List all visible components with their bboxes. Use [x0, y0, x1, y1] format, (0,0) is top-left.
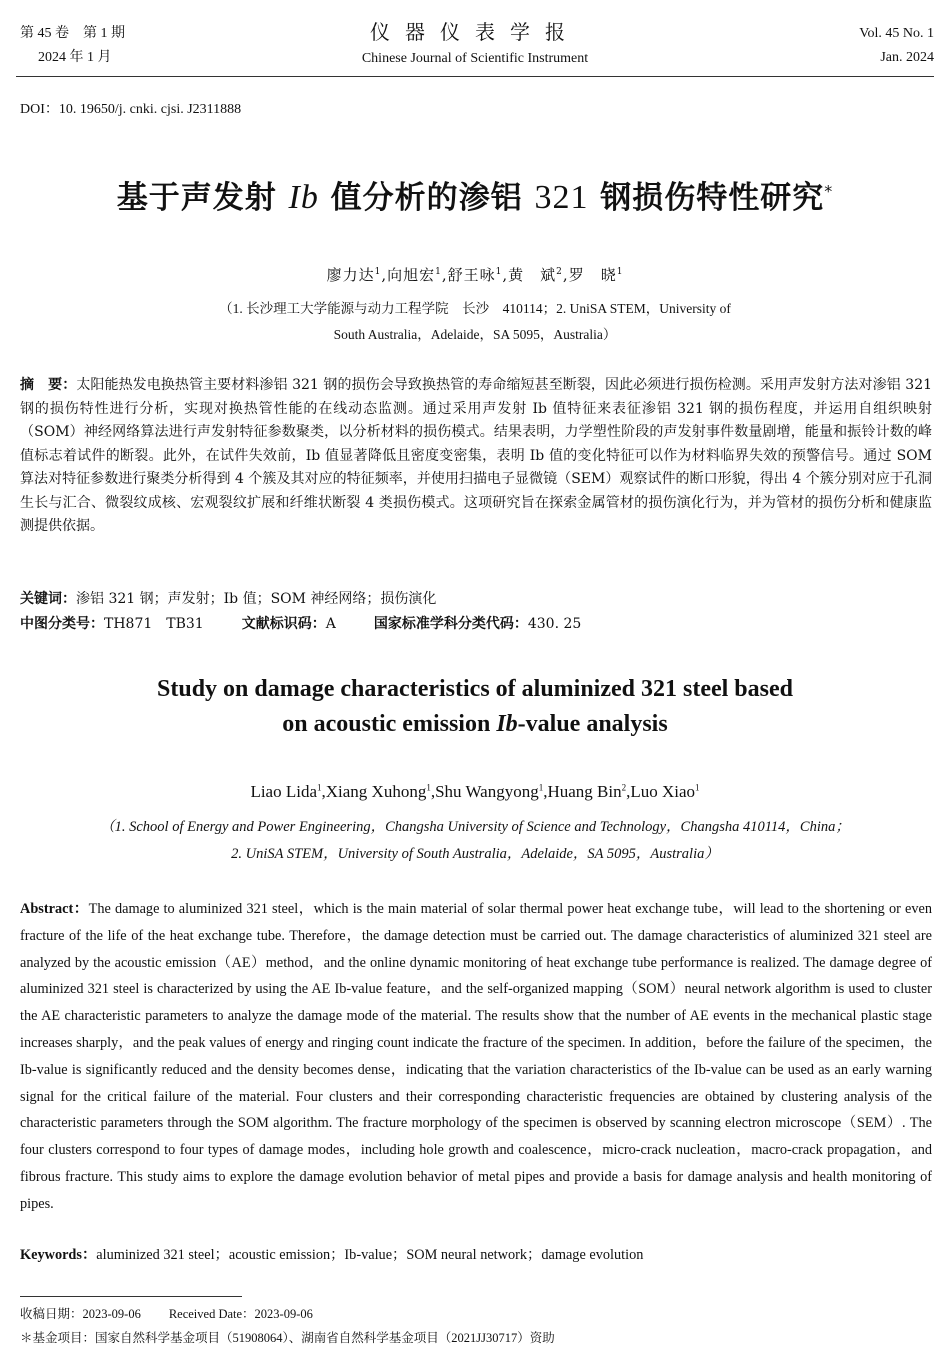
keywords-en	[20, 1244, 643, 1264]
title-en-line2-post: -value analysis	[517, 711, 668, 737]
author-en: Huang Bin	[547, 782, 622, 801]
author-en: Shu Wangyong	[435, 782, 539, 801]
author-cn-aff: 1	[495, 267, 503, 277]
abstract-cn-text: 太阳能热发电换热管主要材料渗铝 321 钢的损伤会导致换热管的寿命缩短甚至断裂，因此必须进行损伤检测。采用声发射方法对渗铝 321 钢的损伤特性进行分析，实现对换热管性能的在线动态监测。通过采用声发射 Ib 值特征来表征渗铝 321 钢的损伤程度，并运用自组织映射（SOM）神经网络算法进行声发射特征参数聚类，以分析材料的损伤模式。结果表明，力学塑性阶段的声发射事件数量剧增，能量和振铃计数的峰值标志着试件的断裂。此外，在试件失效前，Ib 值显著降低且密度变密集，表明 Ib 值的变化特征可以作为材料临界失效的预警信号。通过 SOM 算法对特征参数进行聚类分析得到 4 个簇及其对应的特征频率，并使用扫描电子显微镜（SEM）观察试件的断口形貌，得出 4 个簇分别对应于孔洞生长与汇合、微裂纹成核、宏观裂纹扩展和纤维状断裂 4 类损伤模式。这项研究旨在探索金属管材的损伤演化行为，并为管材的损伤分析和健康监测提供依据。	[20, 377, 933, 534]
abstract-en	[20, 896, 932, 1218]
header-divider	[16, 76, 934, 77]
clc-label: 中图分类号：	[20, 616, 104, 632]
affiliation-cn	[0, 296, 950, 348]
title-en-ib: Ib	[496, 711, 518, 737]
title-en-line2	[0, 707, 950, 742]
title-cn-num: 321	[534, 179, 589, 216]
abstract-cn	[20, 374, 932, 539]
author-en-aff: 1	[538, 782, 544, 793]
author-cn: 舒王咏	[447, 266, 496, 284]
title-cn	[0, 172, 950, 217]
keywords-cn-text: 渗铝 321 钢；声发射；Ib 值；SOM 神经网络；损伤演化	[76, 591, 437, 607]
doc-code-value: A	[325, 616, 336, 632]
author-en: Xiang Xuhong	[325, 782, 427, 801]
date-en: Jan. 2024	[880, 50, 934, 65]
journal-name-en: Chinese Journal of Scientific Instrument	[361, 51, 589, 66]
author-en-aff: 1	[426, 782, 431, 793]
keywords-cn-label: 关键词：	[20, 591, 76, 607]
doi[interactable]: DOI：10. 19650/j. cnki. cjsi. J2311888	[20, 102, 242, 117]
affiliation-en	[0, 814, 950, 868]
received-date-cn: 收稿日期：2023-09-06	[20, 1307, 141, 1321]
author-cn: 黄 斌	[508, 266, 557, 284]
abstract-en-label: Abstract：	[20, 901, 89, 917]
affiliation-en-line2: 2. UniSA STEM，University of South Australia，Adelaide，SA 5095，Australia）	[231, 846, 719, 862]
affiliation-cn-line1: （1. 长沙理工大学能源与动力工程学院 长沙 410114；2. UniSA STEM，University of	[219, 301, 731, 316]
author-en-aff: 2	[621, 782, 627, 793]
author-cn: 向旭宏	[387, 266, 436, 284]
journal-name-cn: 仪器仪表学报	[370, 20, 580, 44]
volume-issue-en: Vol. 45 No. 1	[859, 26, 934, 41]
std-code-value: 430. 25	[527, 616, 582, 632]
abstract-en-text: The damage to aluminized 321 steel，which is the main material of solar thermal power heat exchange tube，will lead to the shortening or even fracture of the life of the heat exchange tube. Therefore，the damage detection must be carried out. The damage characteristics of aluminized 321 steel are analyzed by the acoustic emission（AE）method，and the online dynamic monitoring of heat exchange tube performance is realized. The damage degree of aluminized 321 steel is characterized by using the AE Ib-value feature，and the self-organized mapping（SOM）neural network algorithm is used to cluster the AE characteristic parameters to analyze the damage mode of the material. The results show that the number of AE events in the mechanical plastic stage increases sharply，and the peak values of energy and ringing count indicate the fracture of the specimen. In addition，before the failure of the specimen，the Ib-value is significantly reduced and the density becomes dense，indicating that the variation characteristics of the Ib-value can be used as an early warning signal for the critical failure of the material. Four clusters and their corresponding characteristic frequencies are obtained by clustering analysis of the characteristic parameters through the SOM algorithm. The fracture morphology of the specimen is observed by scanning electron microscope（SEM）. The four clusters correspond to four types of damage modes，including hole growth and coalescence，micro-crack nucleation，macro-crack propagation，and fibrous fracture. This study aims to explore the damage evolution behavior of metal pipes and provide a basis for damage analysis and health monitoring of pipes.	[20, 901, 932, 1212]
title-en-line2-pre: on acoustic emission	[282, 711, 497, 737]
author-en: Liao Lida	[250, 782, 317, 801]
authors-cn: 廖力达$^1$,向旭宏$^1$,舒王咏$^1$,黄 斌$^2$,罗 晓$^1$	[326, 266, 624, 284]
author-cn: 罗 晓	[568, 266, 617, 284]
author-cn-aff: 1	[616, 267, 624, 277]
author-cn-aff: 2	[556, 267, 563, 277]
author-cn-aff: 1	[374, 267, 382, 277]
author-en: Luo Xiao	[630, 782, 696, 801]
author-en-aff: 1	[317, 782, 322, 793]
funding-note: ＊基金项目：国家自然科学基金项目（51908064）、湖南省自然科学基金项目（2021JJ30717）资助	[20, 1331, 555, 1345]
classification-cn	[20, 613, 932, 633]
doc-code-label: 文献标识码：	[241, 616, 326, 632]
clc-value: TH871 TB31	[104, 616, 204, 632]
std-code-label: 国家标准学科分类代码：	[373, 616, 528, 632]
keywords-en-text: aluminized 321 steel；acoustic emission；Ib-value；SOM neural network；damage evolution	[96, 1247, 644, 1263]
title-cn-part1: 基于声发射	[116, 180, 289, 216]
journal-masthead	[0, 16, 950, 67]
author-en-aff: 1	[695, 782, 700, 793]
keywords-cn	[20, 588, 436, 608]
keywords-en-label: Keywords：	[20, 1247, 97, 1263]
title-cn-ib: Ib	[288, 179, 319, 216]
authors-en: Liao Lida$^1$,Xiang Xuhong$^1$,Shu Wangyong$^1$,Huang Bin$^2$,Luo Xiao$^1$	[250, 782, 700, 801]
date-cn: 2024 年 1 月	[38, 50, 112, 65]
received-dates	[20, 1304, 313, 1322]
affiliation-cn-line2: South Australia，Adelaide，SA 5095，Australia）	[333, 327, 617, 342]
title-en-line1: Study on damage characteristics of aluminized 321 steel based	[157, 676, 793, 702]
title-cn-footnote-mark: *	[824, 181, 834, 201]
affiliation-en-line1: （1. School of Energy and Power Engineering，Changsha University of Science and Technology，Changsha 410114，China；	[100, 819, 850, 835]
title-cn-part2: 值分析的渗铝	[318, 180, 535, 216]
abstract-cn-label: 摘 要：	[20, 377, 77, 393]
title-cn-part3: 钢损伤特性研究	[588, 180, 825, 216]
volume-issue-cn: 第 45 卷 第 1 期	[20, 26, 125, 41]
header-right	[859, 22, 934, 70]
author-cn: 廖力达	[326, 266, 375, 284]
title-en	[0, 672, 950, 742]
author-cn-aff: 1	[435, 267, 442, 277]
received-date-en: Received Date：2023-09-06	[168, 1307, 313, 1321]
footnote-divider	[20, 1296, 242, 1297]
